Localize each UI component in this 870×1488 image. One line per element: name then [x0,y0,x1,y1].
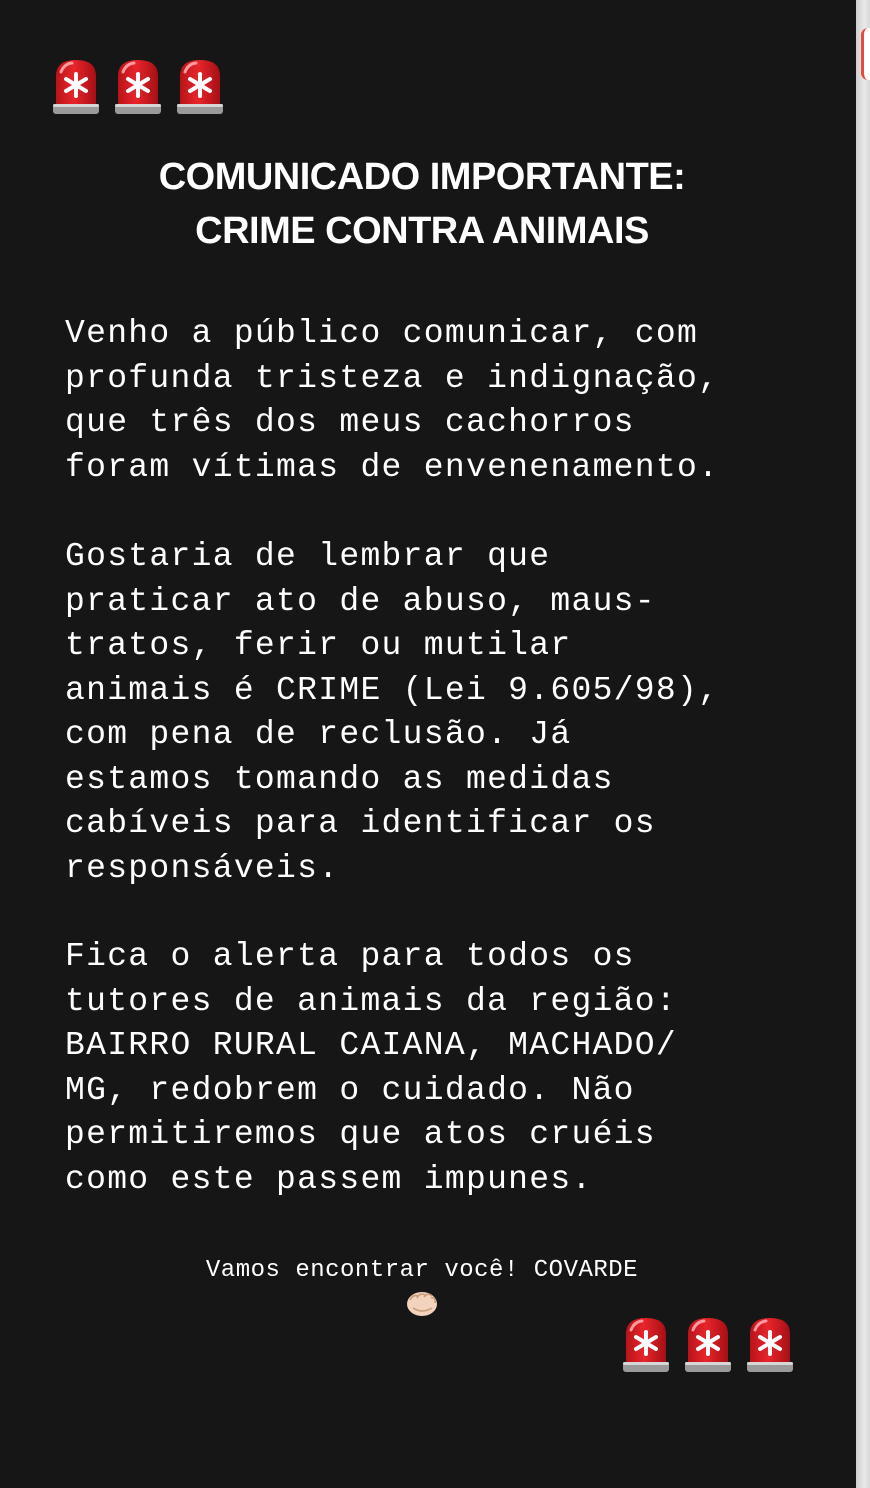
title-line: CRIME CONTRA ANIMAIS [195,210,649,252]
rotating-light-icon [52,56,100,118]
text-line: tutores de animais da região: [65,982,677,1020]
text-line: como este passem impunes. [65,1160,593,1198]
rotating-light-icon [746,1314,794,1376]
closing-message: Vamos encontrar você! COVARDE [205,1257,639,1284]
rotating-light-icon [622,1314,670,1376]
adjacent-story-avatar [861,28,870,80]
title-line: COMUNICADO IMPORTANTE: [158,156,686,198]
text-line: profunda tristeza e indignação, [65,359,720,397]
top-siren-row [52,56,224,118]
text-line: foram vítimas de envenenamento. [65,448,720,486]
rotating-light-icon [684,1314,732,1376]
paragraph-alert [65,935,805,1202]
text-line: cabíveis para identificar os [65,805,656,842]
text-line: responsáveis. [65,849,340,887]
text-line: tratos, ferir ou mutilar [65,627,572,664]
text-line: Gostaria de lembrar que [65,538,551,575]
adjacent-story-edge [856,0,870,1488]
text-line: com pena de reclusão. Já [65,716,572,753]
text-line: Fica o alerta para todos os [65,938,635,975]
text-line: animais é CRIME (Lei 9.605/98), [65,671,720,709]
bottom-siren-row [622,1314,794,1376]
oncoming-fist-icon [405,1288,439,1318]
text-line: estamos tomando as medidas [65,760,614,798]
announcement-title [60,150,784,258]
text-line: praticar ato de abuso, maus- [65,582,656,620]
oncoming-fist-icon [405,1288,439,1318]
text-line: BAIRRO RURAL CAIANA, MACHADO/ [65,1027,677,1064]
text-line: permitiremos que atos cruéis [65,1116,656,1153]
paragraph-law-reminder [65,535,805,891]
text-line: Venho a público comunicar, com [65,315,699,352]
text-line: que três dos meus cachorros [65,404,635,441]
rotating-light-icon [114,56,162,118]
rotating-light-icon [176,56,224,118]
text-line: MG, redobrem o cuidado. Não [65,1071,635,1109]
paragraph-announcement [65,312,805,490]
